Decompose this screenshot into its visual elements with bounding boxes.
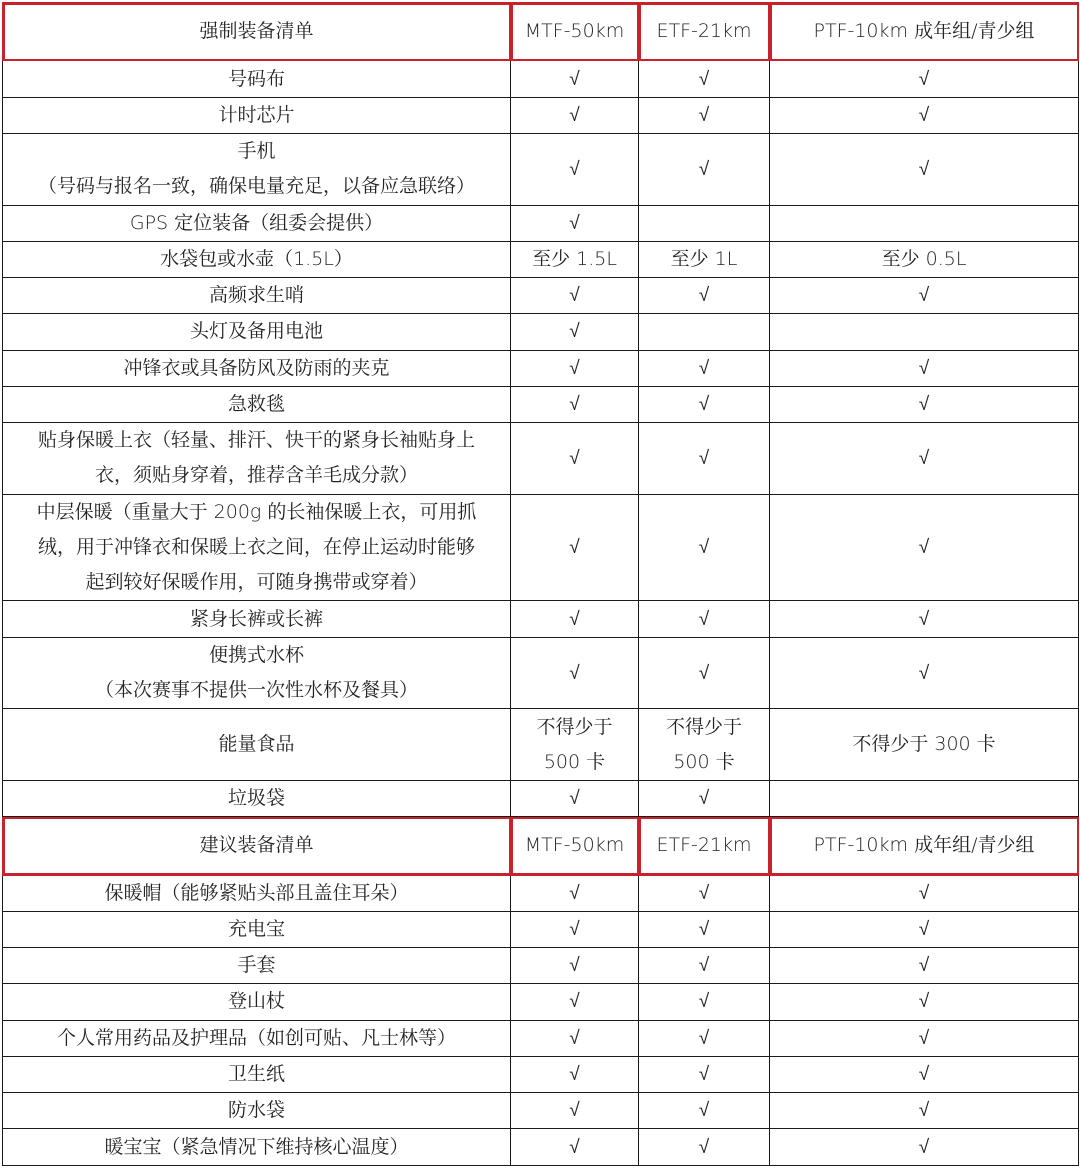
cell-text: √ [698, 1135, 710, 1158]
cell-text: √ [918, 1062, 930, 1085]
cell-text: √ [569, 990, 580, 1013]
cell-text: √ [569, 1062, 580, 1085]
table-row [3, 1056, 1079, 1092]
cell-text: √ [569, 103, 580, 126]
cell-text: √ [569, 536, 580, 559]
cell-text: 紧身长裤或长裤 [189, 607, 323, 630]
table-row [3, 350, 1079, 386]
cell-text: 起到较好保暖作用，可随身携带或穿着） [85, 571, 428, 594]
cell-text: 500 卡 [673, 750, 735, 773]
column-header: MTF-50km [511, 3, 639, 61]
etf-cell [639, 494, 770, 601]
mtf-cell [511, 241, 639, 277]
ptf-cell [770, 1129, 1079, 1166]
cell-text: 手套 [237, 954, 276, 977]
item-cell [3, 601, 511, 637]
cell-text: √ [569, 320, 580, 343]
etf-cell [639, 1093, 770, 1129]
cell-text: √ [918, 881, 930, 904]
mtf-cell [511, 423, 639, 495]
cell-text: √ [698, 990, 710, 1013]
item-cell [3, 133, 511, 205]
column-header: PTF-10km 成年组/青少组 [770, 817, 1079, 875]
cell-text: √ [918, 1026, 930, 1049]
etf-cell [639, 133, 770, 205]
cell-text: 卫生纸 [227, 1062, 285, 1085]
item-cell [3, 709, 511, 781]
table-row [3, 241, 1079, 277]
table-row [3, 1093, 1079, 1129]
cell-text: √ [698, 536, 710, 559]
cell-text: √ [918, 954, 930, 977]
etf-cell [639, 948, 770, 984]
mtf-cell [511, 1129, 639, 1166]
item-cell [3, 350, 511, 386]
cell-text: √ [698, 157, 710, 180]
equipment-table-body [3, 3, 1079, 1166]
item-cell [3, 911, 511, 947]
cell-text: √ [918, 536, 930, 559]
cell-text: 垃圾袋 [227, 786, 285, 809]
cell-text: （本次赛事不提供一次性水杯及餐具） [94, 679, 418, 701]
item-cell [3, 205, 511, 241]
item-cell [3, 984, 511, 1020]
cell-text: √ [918, 157, 930, 180]
table-row [3, 423, 1079, 495]
item-cell [3, 780, 511, 816]
cell-text: √ [698, 661, 710, 684]
cell-text: √ [698, 954, 710, 977]
etf-cell [639, 1129, 770, 1166]
cell-text: √ [698, 1026, 710, 1049]
etf-cell [639, 911, 770, 947]
etf-cell [639, 984, 770, 1020]
cell-text: 手机 [237, 140, 276, 163]
cell-text: √ [918, 284, 930, 307]
cell-text: √ [569, 157, 580, 180]
suggested-equipment-header-row [3, 817, 1079, 875]
equipment-table [2, 2, 1079, 1166]
etf-cell [639, 97, 770, 133]
cell-text: 头灯及备用电池 [189, 320, 323, 343]
etf-cell [639, 205, 770, 241]
required-equipment-title: 强制装备清单 [3, 3, 511, 61]
cell-text: √ [918, 446, 930, 469]
mtf-cell [511, 350, 639, 386]
cell-text: √ [918, 661, 930, 684]
ptf-cell [770, 601, 1079, 637]
table-row [3, 875, 1079, 911]
ptf-cell [770, 1020, 1079, 1056]
cell-text: 计时芯片 [218, 103, 295, 126]
mtf-cell [511, 97, 639, 133]
ptf-cell [770, 386, 1079, 422]
ptf-cell [770, 911, 1079, 947]
cell-text: √ [569, 356, 580, 379]
cell-text: 不得少于 [536, 715, 613, 738]
ptf-cell [770, 350, 1079, 386]
mtf-cell [511, 780, 639, 816]
cell-text: √ [698, 284, 710, 307]
cell-text: √ [918, 917, 930, 940]
cell-text: √ [698, 917, 710, 940]
ptf-cell [770, 97, 1079, 133]
etf-cell [639, 1056, 770, 1092]
table-row [3, 386, 1079, 422]
cell-text: 500 卡 [543, 750, 606, 773]
cell-text: √ [698, 103, 710, 126]
cell-text: 能量食品 [218, 733, 295, 756]
item-cell [3, 241, 511, 277]
ptf-cell [770, 637, 1079, 709]
ptf-cell [770, 948, 1079, 984]
etf-cell [639, 314, 770, 350]
column-header: PTF-10km 成年组/青少组 [770, 3, 1079, 61]
mtf-cell [511, 948, 639, 984]
cell-text: √ [569, 786, 580, 809]
mtf-cell [511, 314, 639, 350]
cell-text: 至少 1.5L [532, 247, 617, 270]
mtf-cell [511, 911, 639, 947]
ptf-cell [770, 494, 1079, 601]
item-cell [3, 1020, 511, 1056]
table-row [3, 494, 1079, 601]
cell-text: √ [918, 67, 930, 90]
mtf-cell [511, 61, 639, 97]
cell-text: √ [569, 1026, 580, 1049]
mtf-cell [511, 1020, 639, 1056]
cell-text: （号码与报名一致，确保电量充足，以备应急联络） [37, 175, 475, 198]
ptf-cell [770, 984, 1079, 1020]
item-cell [3, 875, 511, 911]
cell-text: √ [569, 1135, 580, 1158]
cell-text: GPS 定位装备（组委会提供） [129, 211, 384, 234]
table-row [3, 1020, 1079, 1056]
mtf-cell [511, 984, 639, 1020]
suggested-equipment-title: 建议装备清单 [3, 817, 511, 875]
cell-text: 中层保暖（重量大于 200g 的长袖保暖上衣，可用抓 [36, 501, 477, 524]
item-cell [3, 1056, 511, 1092]
cell-text: √ [918, 392, 930, 415]
etf-cell [639, 423, 770, 495]
etf-cell [639, 780, 770, 816]
ptf-cell [770, 241, 1079, 277]
cell-text: √ [569, 392, 580, 415]
cell-text: √ [918, 990, 930, 1013]
ptf-cell [770, 1056, 1079, 1092]
ptf-cell [770, 709, 1079, 781]
cell-text: √ [918, 1099, 930, 1122]
table-row [3, 709, 1079, 781]
cell-text: 个人常用药品及护理品（如创可贴、凡士林等） [56, 1026, 456, 1049]
table-row [3, 133, 1079, 205]
etf-cell [639, 278, 770, 314]
table-row [3, 278, 1079, 314]
column-header: ETF-21km [639, 817, 770, 875]
mtf-cell [511, 1056, 639, 1092]
etf-cell [639, 601, 770, 637]
table-row [3, 205, 1079, 241]
cell-text: √ [569, 211, 580, 234]
cell-text: √ [918, 356, 930, 379]
etf-cell [639, 61, 770, 97]
table-row [3, 314, 1079, 350]
table-row [3, 601, 1079, 637]
required-equipment-header-row [3, 3, 1079, 61]
cell-text: 不得少于 300 卡 [852, 733, 996, 756]
item-cell [3, 637, 511, 709]
etf-cell [639, 241, 770, 277]
table-row [3, 97, 1079, 133]
cell-text: 不得少于 [665, 715, 742, 738]
item-cell [3, 948, 511, 984]
item-cell [3, 278, 511, 314]
cell-text: √ [698, 356, 710, 379]
ptf-cell [770, 423, 1079, 495]
cell-text: 至少 1L [670, 247, 738, 270]
etf-cell [639, 875, 770, 911]
mtf-cell [511, 494, 639, 601]
table-row [3, 911, 1079, 947]
cell-text: 贴身保暖上衣（轻量、排汗、快干的紧身长袖贴身上 [37, 429, 475, 452]
cell-text: √ [569, 446, 580, 469]
table-row [3, 61, 1079, 97]
cell-text: √ [698, 607, 710, 630]
etf-cell [639, 1020, 770, 1056]
ptf-cell [770, 61, 1079, 97]
cell-text: √ [569, 284, 580, 307]
mtf-cell [511, 1093, 639, 1129]
cell-text: 急救毯 [227, 392, 285, 415]
cell-text: √ [569, 607, 580, 630]
cell-text: 至少 0.5L [881, 247, 967, 270]
item-cell [3, 1093, 511, 1129]
ptf-cell [770, 780, 1079, 816]
mtf-cell [511, 205, 639, 241]
cell-text: 充电宝 [227, 917, 285, 940]
ptf-cell [770, 278, 1079, 314]
etf-cell [639, 386, 770, 422]
ptf-cell [770, 205, 1079, 241]
etf-cell [639, 709, 770, 781]
table-row [3, 780, 1079, 816]
mtf-cell [511, 875, 639, 911]
table-row [3, 948, 1079, 984]
table-row [3, 1129, 1079, 1166]
item-cell [3, 386, 511, 422]
cell-text: √ [698, 446, 710, 469]
mtf-cell [511, 637, 639, 709]
ptf-cell [770, 314, 1079, 350]
mtf-cell [511, 386, 639, 422]
cell-text: 号码布 [227, 67, 285, 90]
cell-text: √ [569, 954, 580, 977]
cell-text: 衣，须贴身穿着，推荐含羊毛成分款） [94, 464, 418, 487]
table-row [3, 984, 1079, 1020]
ptf-cell [770, 875, 1079, 911]
mtf-cell [511, 601, 639, 637]
cell-text: 绒，用于冲锋衣和保暖上衣之间，在停止运动时能够 [37, 536, 475, 559]
cell-text: √ [569, 917, 580, 940]
cell-text: √ [698, 881, 710, 904]
cell-text: √ [918, 1135, 930, 1158]
cell-text: 水袋包或水壶（1.5L） [160, 247, 353, 270]
mtf-cell [511, 709, 639, 781]
cell-text: √ [569, 1099, 580, 1122]
cell-text: 暖宝宝（紧急情况下维持核心温度） [104, 1135, 409, 1158]
cell-text: √ [569, 661, 580, 684]
cell-text: 便携式水杯 [208, 644, 304, 666]
etf-cell [639, 637, 770, 709]
cell-text: √ [569, 67, 580, 90]
item-cell [3, 97, 511, 133]
item-cell [3, 314, 511, 350]
cell-text: √ [918, 607, 930, 630]
column-header: ETF-21km [639, 3, 770, 61]
cell-text: √ [698, 1099, 710, 1122]
cell-text: √ [698, 67, 710, 90]
cell-text: √ [918, 103, 930, 126]
cell-text: 保暖帽（能够紧贴头部且盖住耳朵） [104, 881, 409, 904]
cell-text: 防水袋 [227, 1099, 285, 1122]
etf-cell [639, 350, 770, 386]
cell-text: √ [569, 881, 580, 904]
cell-text: √ [698, 1062, 710, 1085]
item-cell [3, 61, 511, 97]
item-cell [3, 1129, 511, 1166]
cell-text: √ [698, 392, 710, 415]
column-header: MTF-50km [511, 817, 639, 875]
cell-text: 高频求生哨 [208, 284, 304, 307]
cell-text: 登山杖 [227, 990, 285, 1013]
table-row [3, 637, 1079, 709]
cell-text: √ [698, 786, 710, 809]
mtf-cell [511, 133, 639, 205]
item-cell [3, 423, 511, 495]
mtf-cell [511, 278, 639, 314]
ptf-cell [770, 133, 1079, 205]
item-cell [3, 494, 511, 601]
ptf-cell [770, 1093, 1079, 1129]
cell-text: 冲锋衣或具备防风及防雨的夹克 [123, 356, 390, 379]
